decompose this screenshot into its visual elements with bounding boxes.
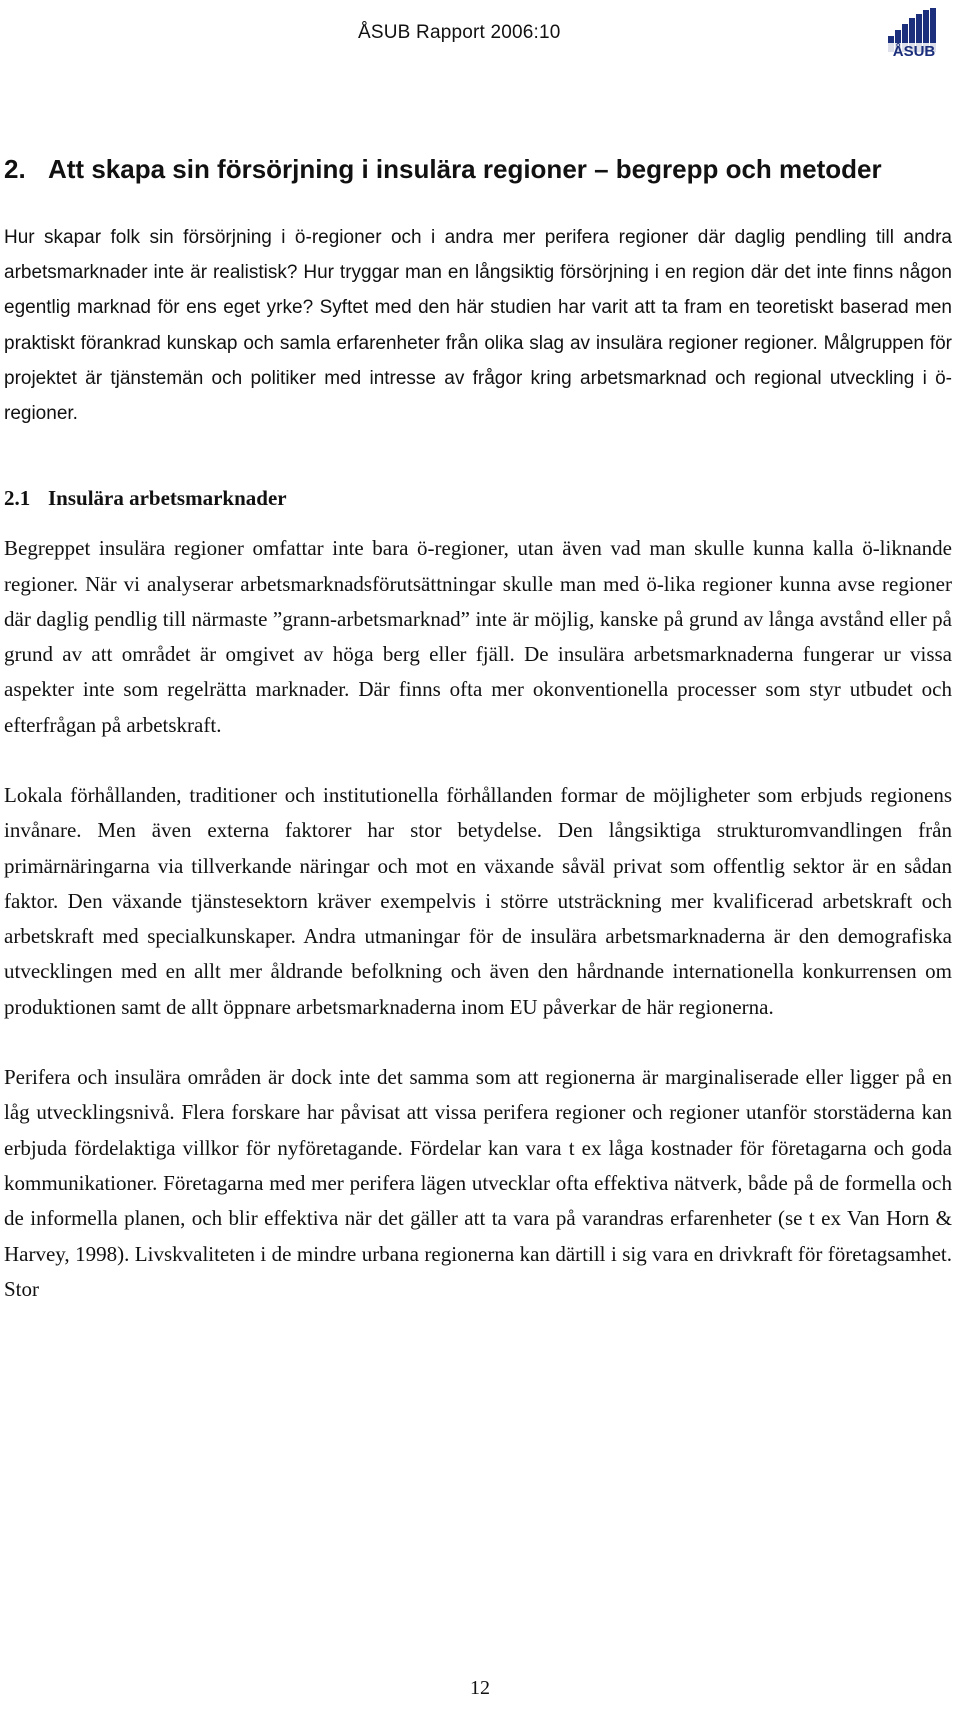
section-heading	[4, 483, 952, 513]
page-header	[0, 0, 960, 80]
asub-logo-icon	[884, 6, 944, 66]
chapter-heading	[4, 148, 952, 190]
section-title: Insulära arbetsmarknader	[48, 486, 287, 511]
page-number: 12	[470, 1677, 490, 1699]
page-content	[4, 148, 952, 1307]
chapter-title: Att skapa sin försörjning i insulära regioner – begrepp och metoder	[48, 154, 882, 184]
report-title: ÅSUB Rapport 2006:10	[358, 22, 561, 43]
logo-text: ÅSUB	[892, 43, 936, 60]
body-paragraph: Lokala förhållanden, traditioner och institutionella förhållanden formar de möjligheter som erbjuds regionens invånare. Men även externa faktorer har stor betydelse. Den långsiktiga strukturomvandlingen från primärnäringarna via tillverkande näringar och mot en växande såväl privat som offentlig sektor är en sådan faktor. Den växande tjänstesektorn kräver exempelvis i större utsträckning mer kvalificerad arbetskraft och arbetskraft med specialkunskaper. Andra utmaningar för de insulära arbetsmarknaderna är den demografiska utvecklingen med en allt mer åldrande befolkning och även den hårdnande internationella konkurrensen om produktionen samt de allt öppnare arbetsmarknaderna inom EU påverkar de här regionerna.	[4, 783, 952, 1019]
body-paragraph: Perifera och insulära områden är dock inte det samma som att regionerna är marginaliserade eller ligger på en låg utvecklingsnivå. Flera forskare har påvisat att vissa perifera regioner och regioner utanför storstäderna kan erbjuda fördelaktiga villkor för nyföretagande. Fördelar kan vara t ex låga kostnader för företagarna och goda kommunikationer. Företagarna med mer perifera lägen utvecklar ofta effektiva nätverk, både på de formella och de informella planen, och blir effektiva när det gäller att ta vara på varandras erfarenheter (se t ex Van Horn & Harvey, 1998). Livskvaliteten i de mindre urbana regionerna kan därtill i sig vara en drivkraft för företagsamhet. Stor	[4, 1065, 952, 1301]
body-paragraph: Begreppet insulära regioner omfattar inte bara ö-regioner, utan även vad man skulle kunna kalla ö-liknande regioner. När vi analyserar arbetsmarknadsförutsättningar skulle man med ö-lika regioner kunna avse regioner där daglig pendlig till närmaste ”grann-arbetsmarknad” inte är möjlig, kanske på grund av långa avstånd eller på grund av att området är omgivet av höga berg eller fjäll. De insulära arbetsmarknaderna fungerar ur vissa aspekter inte som regelrätta marknader. Där finns ofta mer okonventionella processer som styr utbudet och efterfrågan på arbetskraft.	[4, 536, 952, 737]
chapter-number: 2.	[4, 154, 26, 184]
section-number: 2.1	[4, 486, 31, 511]
intro-paragraph: Hur skapar folk sin försörjning i ö-regioner och i andra mer perifera regioner där daglig pendling till andra arbetsmarknader inte är realistisk? Hur tryggar man en långsiktig försörjning i en region där det inte finns någon egentlig marknad för ens eget yrke? Syftet med den här studien har varit att ta fram en teoretiskt baserad men praktiskt förankrad kunskap och samla erfarenheter från olika slag av insulära regioner regioner. Målgruppen för projektet är tjänstemän och politiker med intresse av frågor kring arbetsmarknad och regional utveckling i ö-regioner.	[4, 227, 952, 425]
